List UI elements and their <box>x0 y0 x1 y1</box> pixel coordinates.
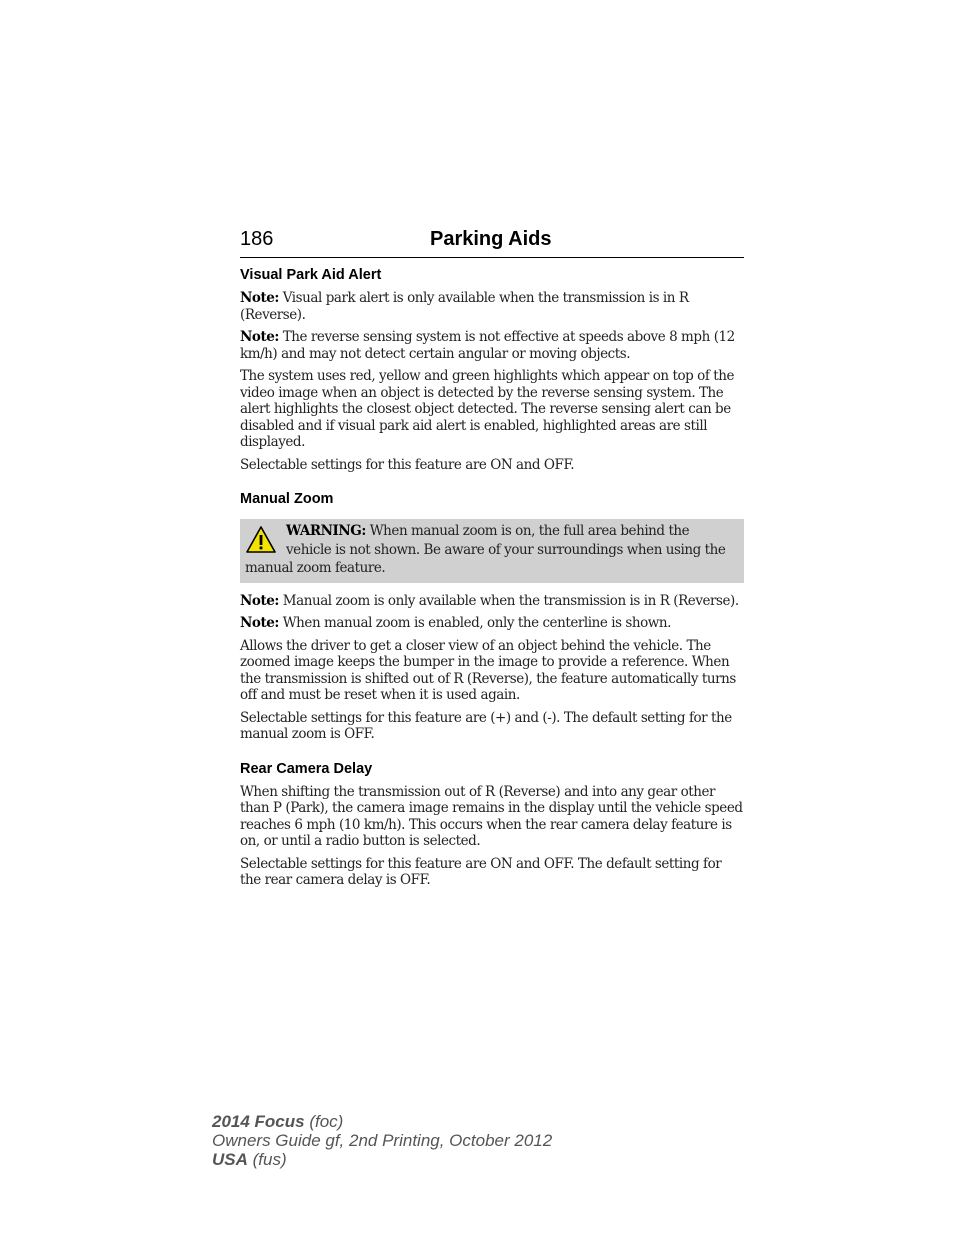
warning-label: WARNING: <box>286 523 366 539</box>
rear-paragraph-2: Selectable settings for this feature are ON and OFF. The default setting for the rear camera delay is OFF. <box>240 855 722 888</box>
note-label: Note: <box>240 290 279 306</box>
note-text: Manual zoom is only available when the transmission is in R (Reverse). <box>278 592 739 609</box>
visual-paragraph-2: Selectable settings for this feature are ON and OFF. <box>240 456 575 473</box>
page-header <box>240 228 744 258</box>
warning-triangle-icon <box>245 525 277 555</box>
visual-note-2 <box>240 329 744 362</box>
warning-box <box>240 519 744 583</box>
footer-line-2: Owners Guide gf, 2nd Printing, October 2012 <box>212 1131 553 1150</box>
visual-park-aid-heading: Visual Park Aid Alert <box>240 267 382 283</box>
warning-text <box>245 522 738 578</box>
zoom-note-2 <box>240 615 744 632</box>
note-label: Note: <box>240 592 279 609</box>
zoom-note-1 <box>240 593 744 610</box>
footer-model: 2014 Focus <box>212 1112 305 1131</box>
rear-paragraph-1: When shifting the transmission out of R (Reverse) and into any gear other than P (Park), the camera image remains in the display until the vehicle speed reaches 6 mph (10 km/h). This occurs when the rear camera delay feature is on, or until a radio button is selected. <box>240 783 743 849</box>
page-number: 186 <box>240 228 274 250</box>
zoom-paragraph-2: Selectable settings for this feature are (+) and (-). The default setting for the manual zoom is OFF. <box>240 709 732 742</box>
rear-camera-delay-heading: Rear Camera Delay <box>240 760 373 777</box>
zoom-paragraph-1: Allows the driver to get a closer view of an object behind the vehicle. The zoomed image keeps the bumper in the image to provide a reference. When the transmission is shifted out of R (Reverse), the feature automatically turns off and must be reset when it is used again. <box>240 637 736 703</box>
footer-model-code: (foc) <box>304 1112 344 1131</box>
chapter-title: Parking Aids <box>430 228 552 250</box>
visual-note-1 <box>240 290 744 323</box>
note-label: Note: <box>240 329 279 345</box>
page-content <box>240 228 744 895</box>
page-footer <box>212 1112 552 1169</box>
note-label: Note: <box>240 615 279 631</box>
note-text: When manual zoom is enabled, only the centerline is shown. <box>278 615 672 631</box>
note-text: The reverse sensing system is not effective at speeds above 8 mph (12 km/h) and may not detect certain angular or moving objects. <box>240 329 735 362</box>
manual-zoom-heading: Manual Zoom <box>240 491 334 507</box>
footer-market: USA <box>212 1150 248 1169</box>
visual-paragraph-1: The system uses red, yellow and green highlights which appear on top of the video image when an object is detected by the reverse sensing system. The alert highlights the closest object detected. The reverse sensing alert can be disabled and if visual park aid alert is enabled, highlighted areas are still displayed. <box>240 368 734 450</box>
footer-line-3 <box>212 1150 552 1169</box>
footer-line-1 <box>212 1112 552 1131</box>
note-text: Visual park alert is only available when the transmission is in R (Reverse). <box>240 290 689 323</box>
warning-body: When manual zoom is on, the full area behind the vehicle is not shown. Be aware of your surroundings when using the manual zoom feature. <box>245 523 726 576</box>
footer-market-code: (fus) <box>247 1150 287 1169</box>
